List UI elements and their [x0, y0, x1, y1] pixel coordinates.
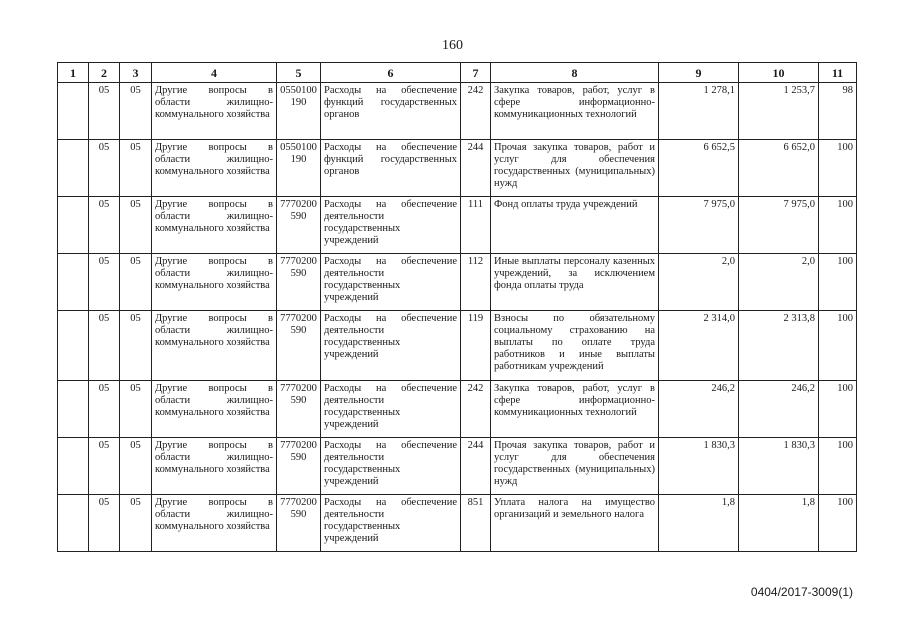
cell-expense-name: Прочая закупка товаров, работ и услуг для обеспечения государственных (муниципальных) нужд [491, 438, 659, 495]
cell-section: 05 [89, 438, 120, 495]
cell-section: 05 [89, 311, 120, 381]
cell-plan: 1 278,1 [659, 83, 739, 140]
cell-col1 [58, 495, 89, 552]
cell-subsection: 05 [120, 438, 152, 495]
cell-section-name: Другие вопросы в области жилищно-коммунального хозяйства [152, 140, 277, 197]
cell-col1 [58, 381, 89, 438]
cell-subsection: 05 [120, 254, 152, 311]
cell-expense-name: Уплата налога на имущество организаций и земельного налога [491, 495, 659, 552]
cell-plan: 1 830,3 [659, 438, 739, 495]
cell-col1 [58, 254, 89, 311]
cell-col1 [58, 311, 89, 381]
cell-subsection: 05 [120, 83, 152, 140]
cell-plan: 6 652,5 [659, 140, 739, 197]
cell-section-name: Другие вопросы в области жилищно-коммунального хозяйства [152, 438, 277, 495]
cell-expense-name: Иные выплаты персоналу казенных учреждений, за исключением фонда оплаты труда [491, 254, 659, 311]
cell-target-name: Расходы на обеспечение деятельности государственных учреждений [321, 311, 461, 381]
cell-section-name: Другие вопросы в области жилищно-коммунального хозяйства [152, 197, 277, 254]
cell-section: 05 [89, 197, 120, 254]
cell-target-code: 7770200590 [277, 381, 321, 438]
table-body [58, 83, 857, 552]
cell-actual: 1 830,3 [739, 438, 819, 495]
cell-expense-type: 244 [461, 140, 491, 197]
cell-target-code: 7770200590 [277, 254, 321, 311]
cell-actual: 7 975,0 [739, 197, 819, 254]
cell-subsection: 05 [120, 311, 152, 381]
cell-expense-type: 244 [461, 438, 491, 495]
column-header-10: 10 [739, 63, 819, 83]
cell-section: 05 [89, 381, 120, 438]
cell-expense-name: Закупка товаров, работ, услуг в сфере информационно-коммуникационных технологий [491, 381, 659, 438]
cell-subsection: 05 [120, 197, 152, 254]
cell-expense-name: Фонд оплаты труда учреждений [491, 197, 659, 254]
cell-target-name: Расходы на обеспечение деятельности государственных учреждений [321, 197, 461, 254]
cell-actual: 2,0 [739, 254, 819, 311]
table-header-row [58, 63, 857, 83]
cell-subsection: 05 [120, 495, 152, 552]
column-header-5: 5 [277, 63, 321, 83]
cell-actual: 1 253,7 [739, 83, 819, 140]
cell-expense-name: Прочая закупка товаров, работ и услуг для обеспечения государственных (муниципальных) нужд [491, 140, 659, 197]
cell-target-name: Расходы на обеспечение функций государственных органов [321, 140, 461, 197]
cell-expense-type: 242 [461, 83, 491, 140]
budget-table [57, 62, 857, 552]
column-header-9: 9 [659, 63, 739, 83]
cell-target-code: 7770200590 [277, 495, 321, 552]
cell-target-code: 7770200590 [277, 311, 321, 381]
document-code: 0404/2017-3009(1) [750, 585, 853, 599]
column-header-2: 2 [89, 63, 120, 83]
column-header-11: 11 [819, 63, 857, 83]
cell-plan: 2 314,0 [659, 311, 739, 381]
cell-target-code: 0550100190 [277, 83, 321, 140]
cell-col1 [58, 83, 89, 140]
table-row [58, 311, 857, 381]
cell-target-code: 7770200590 [277, 438, 321, 495]
table-row [58, 381, 857, 438]
cell-actual: 6 652,0 [739, 140, 819, 197]
cell-subsection: 05 [120, 140, 152, 197]
cell-expense-type: 119 [461, 311, 491, 381]
table-row [58, 438, 857, 495]
cell-expense-name: Закупка товаров, работ, услуг в сфере информационно-коммуникационных технологий [491, 83, 659, 140]
cell-col1 [58, 140, 89, 197]
cell-percent: 98 [819, 83, 857, 140]
column-header-4: 4 [152, 63, 277, 83]
cell-section-name: Другие вопросы в области жилищно-коммунального хозяйства [152, 495, 277, 552]
cell-expense-name: Взносы по обязательному социальному страхованию на выплаты по оплате труда работников и иные выплаты работникам учреждений [491, 311, 659, 381]
cell-section: 05 [89, 83, 120, 140]
cell-section: 05 [89, 254, 120, 311]
cell-percent: 100 [819, 254, 857, 311]
column-header-6: 6 [321, 63, 461, 83]
column-header-8: 8 [491, 63, 659, 83]
cell-actual: 246,2 [739, 381, 819, 438]
column-header-1: 1 [58, 63, 89, 83]
cell-expense-type: 851 [461, 495, 491, 552]
cell-section-name: Другие вопросы в области жилищно-коммунального хозяйства [152, 311, 277, 381]
cell-actual: 2 313,8 [739, 311, 819, 381]
cell-section-name: Другие вопросы в области жилищно-коммунального хозяйства [152, 254, 277, 311]
page-number: 160 [442, 38, 463, 53]
cell-target-code: 0550100190 [277, 140, 321, 197]
table-row [58, 83, 857, 140]
column-header-3: 3 [120, 63, 152, 83]
cell-section-name: Другие вопросы в области жилищно-коммунального хозяйства [152, 381, 277, 438]
cell-percent: 100 [819, 381, 857, 438]
cell-plan: 1,8 [659, 495, 739, 552]
cell-plan: 2,0 [659, 254, 739, 311]
column-header-7: 7 [461, 63, 491, 83]
cell-target-name: Расходы на обеспечение деятельности государственных учреждений [321, 254, 461, 311]
cell-target-name: Расходы на обеспечение деятельности государственных учреждений [321, 495, 461, 552]
cell-actual: 1,8 [739, 495, 819, 552]
cell-col1 [58, 438, 89, 495]
cell-percent: 100 [819, 197, 857, 254]
cell-target-name: Расходы на обеспечение деятельности государственных учреждений [321, 381, 461, 438]
table-row [58, 254, 857, 311]
cell-target-code: 7770200590 [277, 197, 321, 254]
cell-percent: 100 [819, 495, 857, 552]
cell-plan: 246,2 [659, 381, 739, 438]
table-row [58, 197, 857, 254]
cell-section: 05 [89, 495, 120, 552]
cell-target-name: Расходы на обеспечение функций государственных органов [321, 83, 461, 140]
table-row [58, 495, 857, 552]
cell-target-name: Расходы на обеспечение деятельности государственных учреждений [321, 438, 461, 495]
cell-col1 [58, 197, 89, 254]
cell-expense-type: 112 [461, 254, 491, 311]
cell-section: 05 [89, 140, 120, 197]
cell-percent: 100 [819, 311, 857, 381]
cell-plan: 7 975,0 [659, 197, 739, 254]
cell-expense-type: 242 [461, 381, 491, 438]
cell-section-name: Другие вопросы в области жилищно-коммунального хозяйства [152, 83, 277, 140]
cell-percent: 100 [819, 438, 857, 495]
cell-expense-type: 111 [461, 197, 491, 254]
cell-percent: 100 [819, 140, 857, 197]
cell-subsection: 05 [120, 381, 152, 438]
table-row [58, 140, 857, 197]
